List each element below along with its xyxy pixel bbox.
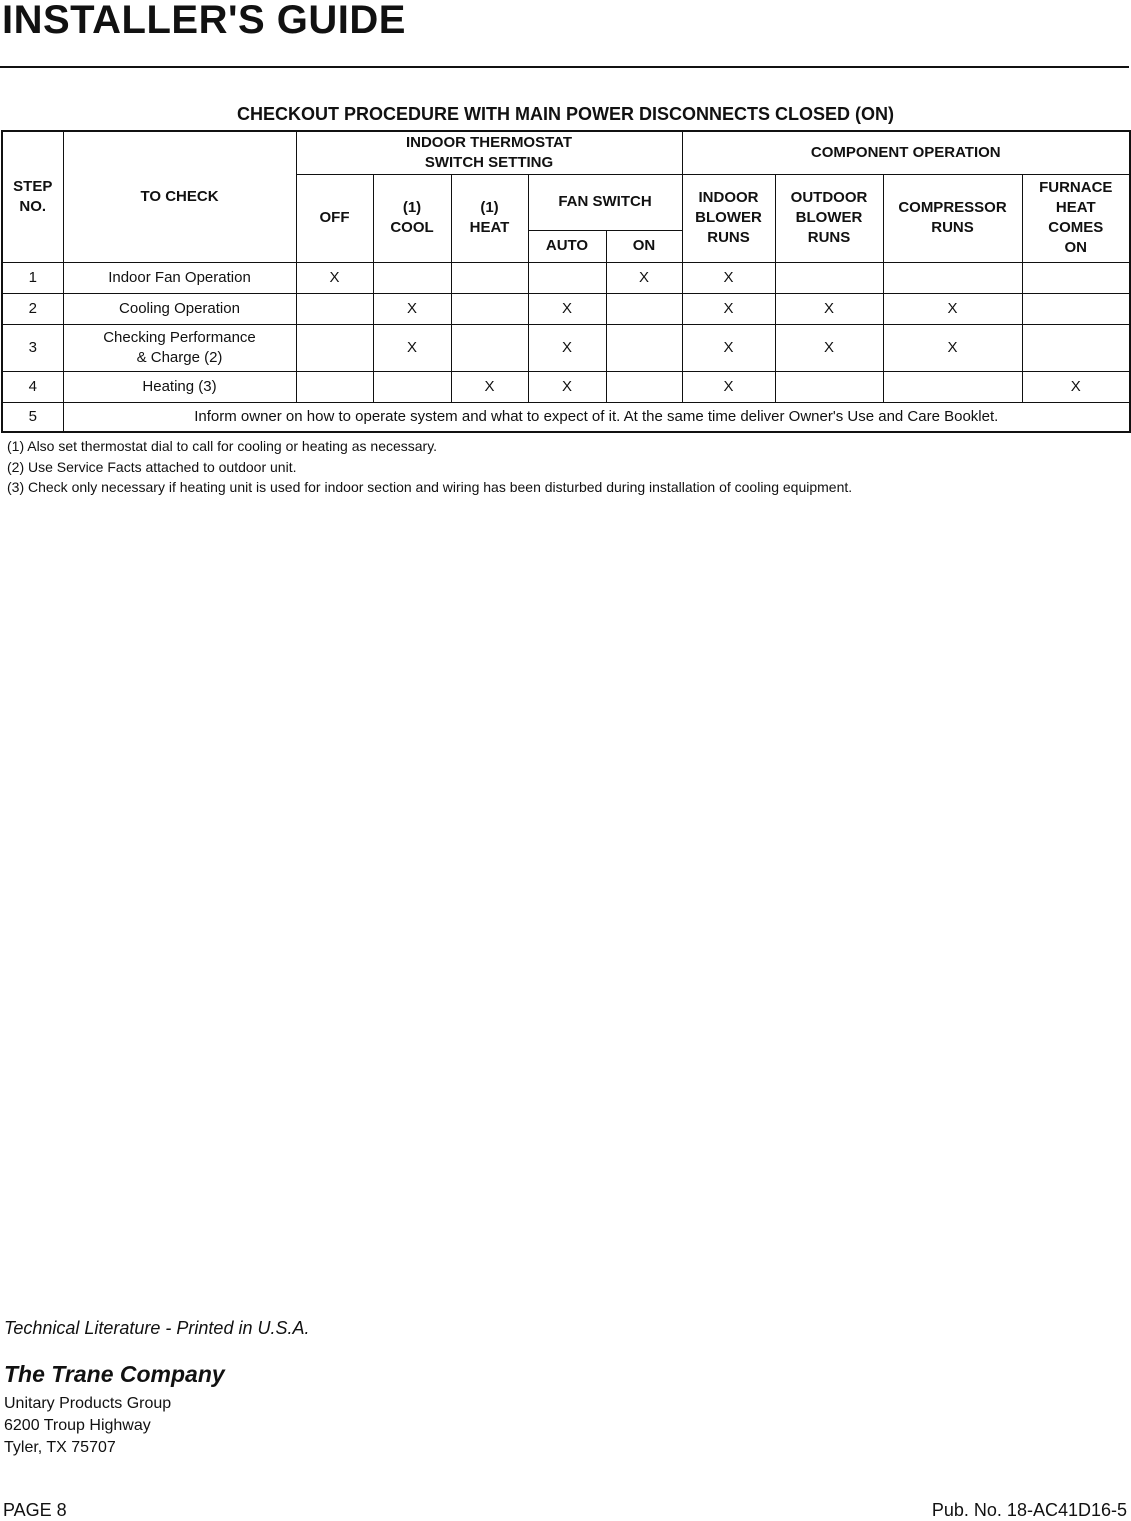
fan-on-cell	[606, 293, 682, 324]
table-row	[2, 324, 1130, 371]
outdoor-blower-cell	[775, 371, 883, 402]
footnote: (2) Use Service Facts attached to outdoor unit.	[7, 458, 297, 475]
page-title: INSTALLER'S GUIDE	[2, 0, 406, 42]
compressor-cell	[883, 371, 1022, 402]
header-off: OFF	[296, 174, 373, 262]
fan-on-cell	[606, 371, 682, 402]
cool-cell: X	[373, 293, 451, 324]
fan-on-cell	[606, 324, 682, 371]
furnace-cell	[1022, 324, 1130, 371]
indoor-blower-cell: X	[682, 262, 775, 293]
compressor-cell: X	[883, 324, 1022, 371]
compressor-cell	[883, 262, 1022, 293]
off-cell	[296, 371, 373, 402]
header-fan-on: ON	[606, 230, 682, 262]
off-cell	[296, 324, 373, 371]
header-indoor-blower: INDOOR BLOWER RUNS	[682, 174, 775, 262]
literature-note: Technical Literature - Printed in U.S.A.	[4, 1318, 310, 1338]
cool-cell	[373, 262, 451, 293]
cool-cell: X	[373, 324, 451, 371]
checkout-table	[1, 130, 1131, 433]
title-divider	[0, 66, 1129, 68]
step-number: 3	[2, 324, 63, 371]
furnace-cell	[1022, 293, 1130, 324]
address-line: 6200 Troup Highway	[4, 1417, 151, 1434]
fan-auto-cell: X	[528, 293, 606, 324]
fan-auto-cell: X	[528, 324, 606, 371]
header-thermostat-setting: INDOOR THERMOSTAT SWITCH SETTING	[296, 131, 682, 174]
header-furnace-heat: FURNACE HEAT COMES ON	[1022, 174, 1130, 262]
cool-cell	[373, 371, 451, 402]
indoor-blower-cell: X	[682, 293, 775, 324]
off-cell	[296, 293, 373, 324]
company-name: The Trane Company	[4, 1361, 225, 1387]
header-fan-auto: AUTO	[528, 230, 606, 262]
off-cell: X	[296, 262, 373, 293]
outdoor-blower-cell	[775, 262, 883, 293]
to-check-cell: Cooling Operation	[63, 293, 296, 324]
heat-cell	[451, 293, 528, 324]
fan-auto-cell	[528, 262, 606, 293]
footnote: (3) Check only necessary if heating unit is used for indoor section and wiring has been disturbed during installation of cooling equipment.	[7, 479, 853, 495]
address-line: Tyler, TX 75707	[4, 1439, 116, 1456]
header-heat: (1) HEAT	[451, 174, 528, 262]
outdoor-blower-cell: X	[775, 324, 883, 371]
fan-on-cell: X	[606, 262, 682, 293]
header-cool: (1) COOL	[373, 174, 451, 262]
indoor-blower-cell: X	[682, 371, 775, 402]
indoor-blower-cell: X	[682, 324, 775, 371]
address-line: Unitary Products Group	[4, 1395, 172, 1412]
compressor-cell: X	[883, 293, 1022, 324]
outdoor-blower-cell: X	[775, 293, 883, 324]
table-row	[2, 402, 1130, 432]
publication-number: Pub. No. 18-AC41D16-5	[931, 1500, 1127, 1520]
fan-auto-cell: X	[528, 371, 606, 402]
to-check-cell: Indoor Fan Operation	[63, 262, 296, 293]
step-number: 4	[2, 371, 63, 402]
header-outdoor-blower: OUTDOOR BLOWER RUNS	[775, 174, 883, 262]
to-check-cell: Checking Performance & Charge (2)	[63, 324, 296, 371]
header-fan-switch: FAN SWITCH	[528, 174, 682, 230]
owner-instruction-note: Inform owner on how to operate system and what to expect of it. At the same time deliver Owner's Use and Care Booklet.	[63, 402, 1130, 432]
step-number: 1	[2, 262, 63, 293]
to-check-cell: Heating (3)	[63, 371, 296, 402]
header-compressor: COMPRESSOR RUNS	[883, 174, 1022, 262]
heat-cell: X	[451, 371, 528, 402]
table-row	[2, 262, 1130, 293]
section-title: CHECKOUT PROCEDURE WITH MAIN POWER DISCONNECTS CLOSED (ON)	[237, 104, 894, 124]
table-row	[2, 371, 1130, 402]
step-number: 5	[2, 402, 63, 432]
furnace-cell: X	[1022, 371, 1130, 402]
header-component-operation: COMPONENT OPERATION	[682, 131, 1130, 174]
heat-cell	[451, 324, 528, 371]
header-to-check: TO CHECK	[63, 131, 296, 262]
heat-cell	[451, 262, 528, 293]
footnotes	[7, 436, 852, 498]
step-number: 2	[2, 293, 63, 324]
page-number: PAGE 8	[3, 1500, 67, 1520]
company-address	[4, 1393, 171, 1459]
furnace-cell	[1022, 262, 1130, 293]
table-row	[2, 293, 1130, 324]
header-step: STEP NO.	[2, 131, 63, 262]
footnote: (1) Also set thermostat dial to call for cooling or heating as necessary.	[7, 438, 438, 454]
